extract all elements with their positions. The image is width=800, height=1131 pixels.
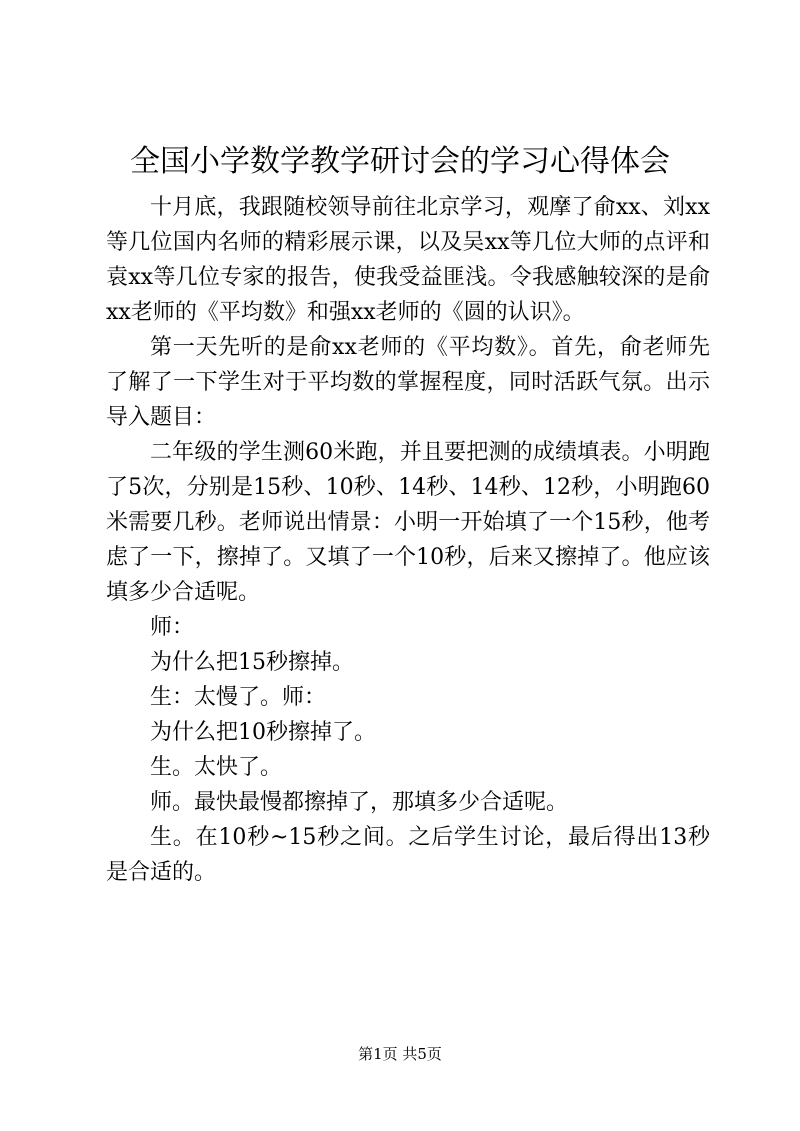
paragraph-3: 二年级的学生测60米跑，并且要把测的成绩填表。小明跑了5次，分别是15秒、10秒、14秒、14秒、12秒，小明跑60米需要几秒。老师说出情景：小明一开始填了一个15秒，他考虑了一下，擦掉了。又填了一个10秒，后来又擦掉了。他应该填多少合适呢。 <box>106 440 710 605</box>
paragraph-6: 生：太慢了。师： <box>150 685 327 710</box>
document-title: 全国小学数学教学研讨会的学习心得体会 <box>130 144 670 179</box>
paragraph-1: 十月底，我跟随校领导前往北京学习，观摩了俞xx、刘xx等几位国内名师的精彩展示课，以及吴xx等几位大师的点评和袁xx等几位专家的报告，使我受益匪浅。令我感触较深的是俞xx老师的《平均数》和强xx老师的《圆的认识》。 <box>106 195 710 325</box>
paragraph-9: 师。最快最慢都擦掉了，那填多少合适呢。 <box>150 790 569 815</box>
paragraph-8: 生。太快了。 <box>150 755 283 780</box>
page-footer: 第1页 共5页 <box>358 1045 442 1063</box>
paragraph-4: 师： <box>150 615 195 640</box>
paragraph-7: 为什么把10秒擦掉了。 <box>150 720 376 745</box>
paragraph-5: 为什么把15秒擦掉。 <box>150 650 354 675</box>
paragraph-10: 生。在10秒~15秒之间。之后学生讨论，最后得出13秒是合适的。 <box>106 825 710 885</box>
document-body <box>106 190 710 890</box>
paragraph-2: 第一天先听的是俞xx老师的《平均数》。首先，俞老师先了解了一下学生对于平均数的掌握程度，同时活跃气氛。出示导入题目： <box>106 335 710 430</box>
